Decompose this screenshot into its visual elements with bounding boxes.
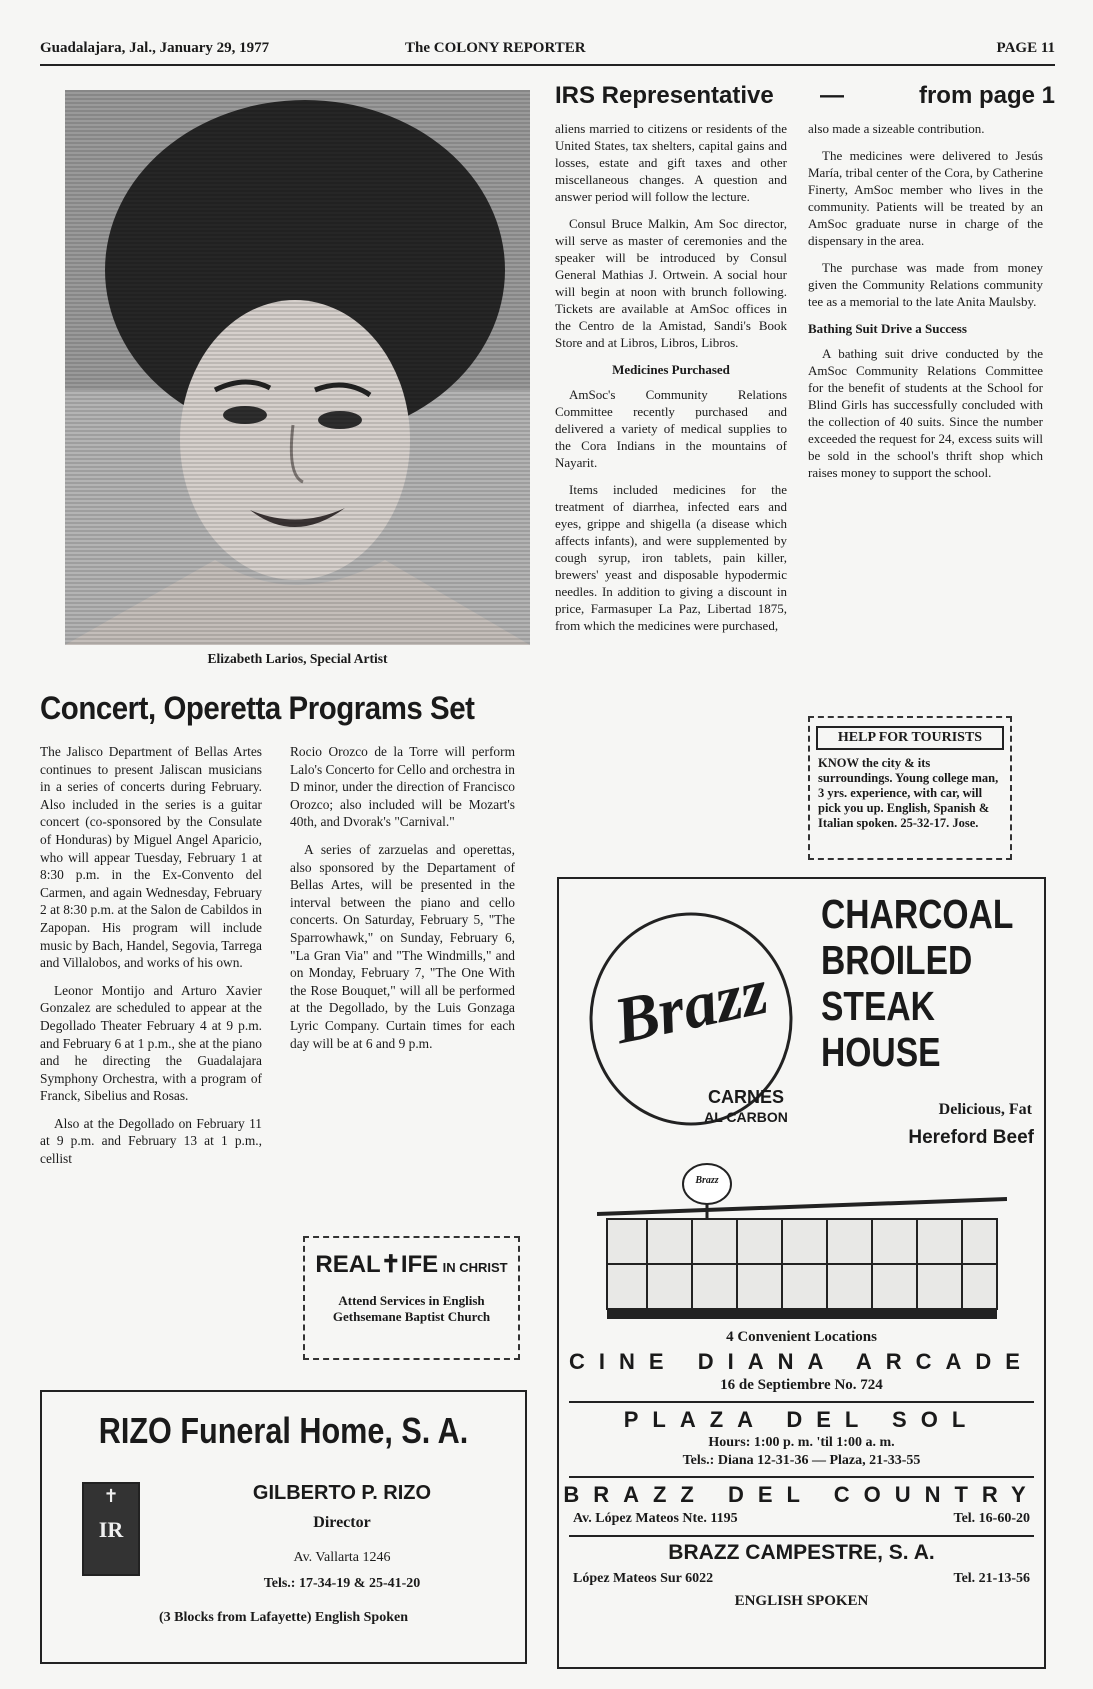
reallife-line-2: Gethsemane Baptist Church bbox=[332, 1309, 491, 1324]
brazz-location-4-name: BRAZZ CAMPESTRE, S. A. bbox=[668, 1541, 935, 1564]
irs-paragraph: aliens married to citizens or residents of the United States, tax shelters, capital gains and losses, estate and gift taxes and other miscellaneous changes. A question and answer period will follow the lecture. bbox=[555, 121, 787, 204]
concert-column-1 bbox=[40, 743, 262, 1178]
irs-paragraph: Items included medicines for the treatment of diarrhea, infected ears and eyes, grippe and shigella (a disease which affects infants), and were supplemented by cough syrup, iron tablets, pain killer, brewers' yeast and disposable hypodermic needles. In addition to giving a discount in price, Farmasuper La Paz, Libertad 1875, from which the medicines were purchased, bbox=[555, 482, 787, 633]
irs-paragraph: AmSoc's Community Relations Committee recently purchased and delivered a variety of medical supplies to the Cora Indians in the mountains of Nayarit. bbox=[555, 387, 787, 470]
brazz-location-2-name: PLAZA DEL SOL bbox=[623, 1407, 980, 1432]
brazz-logo-sub-1: CARNES bbox=[707, 1087, 784, 1107]
concert-paragraph: Rocio Orozco de la Torre will perform Lalo's Concerto for Cello and orchestra in D minor, under the direction of Francisco Orozco; also included will be Mozart's 40th, and Dvorak's "Carnival." bbox=[290, 744, 515, 830]
photo-caption: Elizabeth Larios, Special Artist bbox=[207, 651, 388, 666]
concert-paragraph: A series of zarzuelas and operettas, also sponsored by the Departament of Bellas Artes, will be presented in the interval between the piano and cello concerts. On Saturday, February 5, "The Sparrowhawk," on Sunday, February 6, "La Gran Via" and "The Windmills," and on Monday, February 7, "The One With the Rose Bouquet," will all be performed at the Degollado, by the Luis Gonzaga Lyric Company. Curtain times for each day will be at 6 and 9 p.m. bbox=[290, 841, 515, 1051]
masthead-dateline: Guadalajara, Jal., January 29, 1977 bbox=[40, 40, 270, 56]
reallife-brand-left: REAL bbox=[315, 1251, 381, 1278]
irs-column-2 bbox=[808, 120, 1043, 491]
brazz-tagline-1: Delicious, Fat bbox=[938, 1101, 1032, 1118]
bathing-suit-subhead: Bathing Suit Drive a Success bbox=[808, 321, 967, 336]
brazz-location-4-address: López Mateos Sur 6022 bbox=[573, 1571, 714, 1586]
masthead bbox=[40, 36, 1055, 66]
brazz-logo bbox=[581, 909, 801, 1149]
irs-paragraph: The medicines were delivered to Jesús María, tribal center of the Cora, by Catherine Finerty, AmSoc member who lives in the community. Patients will be treated by an AmSoc graduate nurse in charge of the dispensary in the area. bbox=[808, 148, 1043, 248]
rizo-role: Director bbox=[313, 1514, 371, 1531]
rizo-funeral-home-ad bbox=[40, 1390, 527, 1664]
portrait-photo bbox=[65, 90, 530, 645]
help-for-tourists-ad bbox=[808, 716, 1012, 860]
brazz-location-3-phone: Tel. 16-60-20 bbox=[953, 1511, 1030, 1526]
help-body: KNOW the city & its surroundings. Young college man, 3 yrs. experience, with car, will pick you up. English, Spanish & Italian spoken. 25-32-17. Jose. bbox=[818, 756, 999, 830]
irs-paragraph: Consul Bruce Malkin, Am Soc director, will serve as master of ceremonies and the speaker will be introduced by Consul General Mathias J. Ortwein. A social hour will begin at noon with brunch following. Tickets are available at AmSoc offices in the Centro de la Amistad, Sandi's Book Store and at Libros, Libros, Libros. bbox=[555, 216, 787, 350]
rizo-director-name: GILBERTO P. RIZO bbox=[252, 1482, 432, 1504]
irs-headline-dash: — bbox=[820, 82, 844, 109]
irs-paragraph: also made a sizeable contribution. bbox=[808, 121, 985, 136]
concert-paragraph: Also at the Degollado on February 11 at 9 p.m. and February 13 at 1 p.m., cellist bbox=[40, 1115, 262, 1167]
brazz-location-1-address: 16 de Septiembre No. 724 bbox=[720, 1377, 883, 1393]
concert-paragraph: Leonor Montijo and Arturo Xavier Gonzalez are scheduled to appear at the Degollado Theater February 4 at 9 p.m. and February 6 at 1 p.m., she at the piano and he directing the Guadalajara Symphony Orchestra, with a program of Franck, Sibelius and Rosas. bbox=[40, 982, 262, 1104]
brazz-headline-line: HOUSE bbox=[821, 1029, 941, 1075]
cross-icon: ✝ bbox=[103, 1486, 119, 1506]
brazz-logo-sub-2: AL CARBON bbox=[704, 1109, 788, 1125]
rizo-address: Av. Vallarta 1246 bbox=[293, 1550, 391, 1565]
concert-paragraph: The Jalisco Department of Bellas Artes continues to present Jaliscan musicians in a series of concerts during February. Also included in the series is a guitar concert (co-sponsored by the Consulate of Honduras) by Miguel Angel Aparicio, who will appear Tuesday, February 1 at 8:30 p.m. in the Ex-Convento del Carmen, and again Wednesday, February 2 at 8:30 p.m. at the Salon de Cabildos in Zapopan. His program will include music by Bach, Handel, Segovia, Tarrega and Villalobos, and works of his own. bbox=[40, 744, 262, 971]
brazz-footer: ENGLISH SPOKEN bbox=[734, 1593, 869, 1609]
cross-icon: ✝ bbox=[380, 1251, 401, 1278]
reallife-line-1: Attend Services in English bbox=[338, 1293, 485, 1308]
brazz-headline-line: CHARCOAL bbox=[821, 891, 1014, 937]
irs-paragraph: A bathing suit drive conducted by the AmSoc Community Relations Committee for the benefit of students at the School for Blind Girls has successfully concluded with the collection of 40 suits. Since the number exceeded the request for 24, excess suits will be sold in the school's thrift shop which raises money to support the school. bbox=[808, 346, 1043, 480]
restaurant-building-illustration bbox=[597, 1159, 1007, 1324]
medicines-subhead: Medicines Purchased bbox=[612, 362, 730, 377]
irs-column-1 bbox=[555, 120, 787, 644]
real-life-in-christ-ad bbox=[303, 1236, 520, 1360]
brazz-steak-house-ad bbox=[557, 877, 1046, 1669]
help-title: HELP FOR TOURISTS bbox=[816, 726, 1004, 750]
irs-headline-continuation: from page 1 bbox=[918, 82, 1055, 109]
concert-column-2 bbox=[290, 743, 515, 1062]
rizo-title: RIZO Funeral Home, S. A. bbox=[98, 1410, 469, 1451]
brazz-headline-line: BROILED bbox=[821, 937, 973, 983]
brazz-headline-line: STEAK bbox=[821, 983, 935, 1029]
brazz-location-2-hours: Hours: 1:00 p. m. 'til 1:00 a. m. bbox=[708, 1435, 895, 1450]
rizo-phones: Tels.: 17-34-19 & 25-41-20 bbox=[263, 1576, 421, 1591]
irs-paragraph: The purchase was made from money given the Community Relations community tee as a memorial to the late Anita Maulsby. bbox=[808, 260, 1043, 309]
brazz-locations-title: 4 Convenient Locations bbox=[726, 1329, 877, 1345]
rizo-logo bbox=[82, 1482, 140, 1576]
masthead-paper-name: The COLONY REPORTER bbox=[405, 40, 586, 56]
irs-headline-title: IRS Representative bbox=[555, 82, 774, 109]
rizo-logo-letters: IR bbox=[98, 1517, 124, 1542]
brazz-location-3-name: BRAZZ DEL COUNTRY bbox=[563, 1482, 1040, 1507]
irs-headline bbox=[555, 82, 1055, 116]
brazz-location-4-phone: Tel. 21-13-56 bbox=[953, 1571, 1030, 1586]
brazz-logo-text: Brazz bbox=[607, 954, 774, 1059]
rizo-footer: (3 Blocks from Lafayette) English Spoken bbox=[158, 1610, 409, 1625]
reallife-brand-right: IFE bbox=[400, 1251, 439, 1278]
brazz-location-1-name: CINE DIANA ARCADE bbox=[569, 1349, 1034, 1374]
brazz-headline bbox=[821, 891, 1014, 1075]
brazz-tagline-2: Hereford Beef bbox=[908, 1127, 1034, 1148]
brazz-location-2-phones: Tels.: Diana 12-31-36 — Plaza, 21-33-55 bbox=[682, 1453, 921, 1468]
concert-headline: Concert, Operetta Programs Set bbox=[40, 690, 475, 726]
brazz-sign-text: Brazz bbox=[695, 1175, 719, 1186]
masthead-page-number: PAGE 11 bbox=[996, 40, 1055, 56]
brazz-location-3-address: Av. López Mateos Nte. 1195 bbox=[573, 1511, 738, 1526]
reallife-brand-tail: IN CHRIST bbox=[442, 1260, 508, 1275]
